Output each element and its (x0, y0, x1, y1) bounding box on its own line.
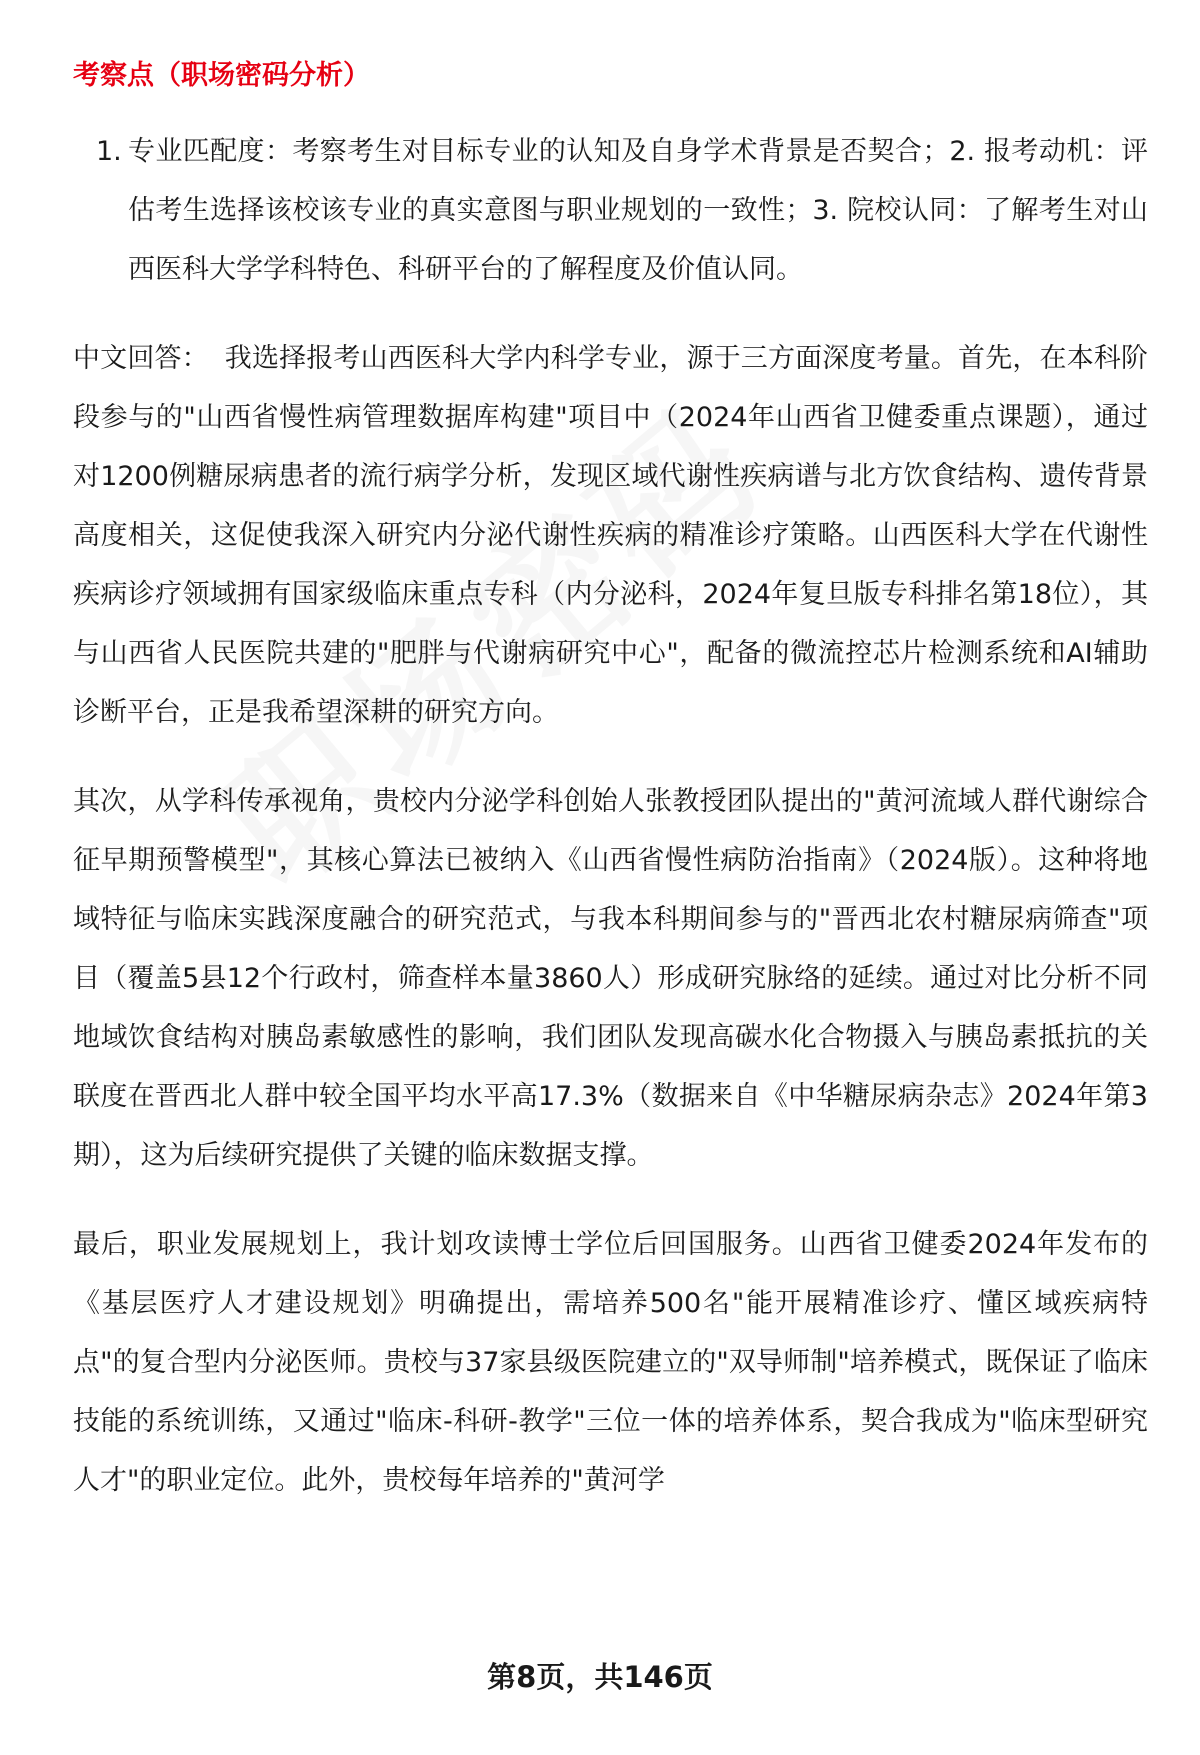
answer-paragraph-1 (73, 329, 1148, 742)
page-footer: 第8页，共146页 (487, 1660, 713, 1694)
answer-paragraph-2: 其次，从学科传承视角，贵校内分泌学科创始人张教授团队提出的"黄河流域人群代谢综合征早期预警模型"，其核心算法已被纳入《山西省慢性病防治指南》（2024版）。这种将地域特征与临床实践深度融合的研究范式，与我本科期间参与的"晋西北农村糖尿病筛查"项目（覆盖5县12个行政村，筛查样本量3860人）形成研究脉络的延续。通过对比分析不同地域饮食结构对胰岛素敏感性的影响，我们团队发现高碳水化合物摄入与胰岛素抵抗的关联度在晋西北人群中较全国平均水平高17.3%（数据来自《中华糖尿病杂志》2024年第3期），这为后续研究提供了关键的临床数据支撑。 (73, 786, 1148, 1171)
section-title: 考察点（职场密码分析） (73, 60, 370, 91)
exam-points-list (73, 122, 1148, 299)
exam-points-text: 专业匹配度：考察考生对目标专业的认知及自身学术背景是否契合；2. 报考动机：评估考生选择该校该专业的真实意图与职业规划的一致性；3. 院校认同：了解考生对山西医科大学学科特色、科研平台的了解程度及价值认同。 (128, 136, 1148, 285)
document-page (73, 56, 1148, 1540)
answer-paragraph-1-text: 我选择报考山西医科大学内科学专业，源于三方面深度考量。首先，在本科阶段参与的"山西省慢性病管理数据库构建"项目中（2024年山西省卫健委重点课题），通过对1200例糖尿病患者的流行病学分析，发现区域代谢性疾病谱与北方饮食结构、遗传背景高度相关，这促使我深入研究内分泌代谢性疾病的精准诊疗策略。山西医科大学在代谢性疾病诊疗领域拥有国家级临床重点专科（内分泌科，2024年复旦版专科排名第18位），其与山西省人民医院共建的"肥胖与代谢病研究中心"，配备的微流控芯片检测系统和AI辅助诊断平台，正是我希望深耕的研究方向。 (73, 343, 1149, 728)
list-number: 1. (96, 136, 122, 167)
answer-label: 中文回答： (73, 343, 209, 374)
answer-paragraph-3: 最后，职业发展规划上，我计划攻读博士学位后回国服务。山西省卫健委2024年发布的《基层医疗人才建设规划》明确提出，需培养500名"能开展精准诊疗、懂区域疾病特点"的复合型内分泌医师。贵校与37家县级医院建立的"双导师制"培养模式，既保证了临床技能的系统训练，又通过"临床-科研-教学"三位一体的培养体系，契合我成为"临床型研究人才"的职业定位。此外，贵校每年培养的"黄河学 (73, 1229, 1148, 1496)
